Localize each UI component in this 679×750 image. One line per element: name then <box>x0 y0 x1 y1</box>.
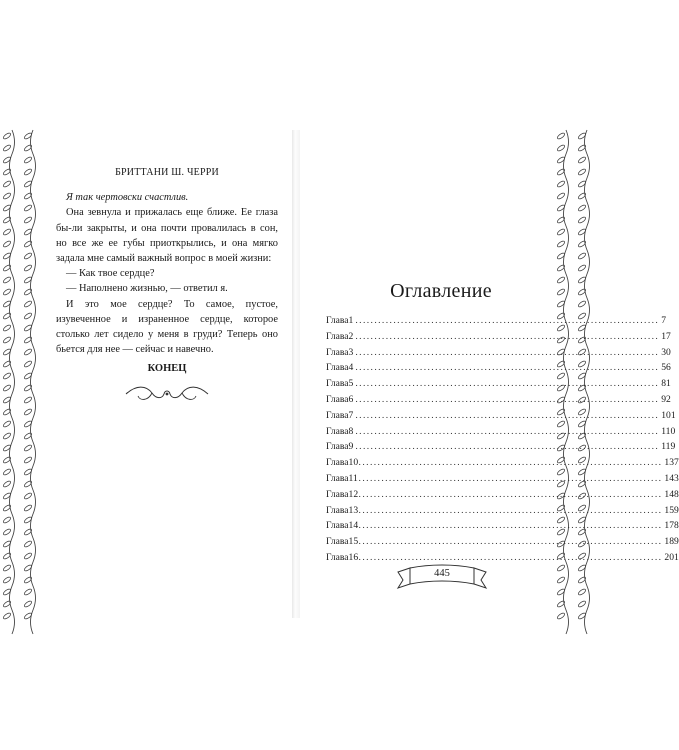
toc-chapter-label: Глава <box>326 330 349 342</box>
toc-page-number: 7 <box>661 315 667 326</box>
toc-chapter-label: Глава <box>326 488 349 500</box>
paragraph-4: — Наполнено жизнью, — ответил я. <box>66 283 228 295</box>
toc-chapter-number: 16 <box>348 551 359 563</box>
toc-chapter-number: 10 <box>348 457 359 469</box>
toc-leader-dots: ................................................................................ <box>358 520 663 532</box>
toc-leader-dots: ................................................................................ <box>355 425 660 437</box>
toc-chapter-number: 6 <box>348 393 354 405</box>
toc-chapter-label: Глава <box>326 536 349 548</box>
toc-chapter-number: 3 <box>348 346 354 358</box>
toc-chapter-number: 2 <box>348 330 354 342</box>
toc-page-number: 119 <box>661 441 676 453</box>
book-spine <box>292 130 300 618</box>
toc-page-number: 189 <box>664 536 679 548</box>
toc-page-number: 148 <box>664 488 679 500</box>
toc-leader-dots: ................................................................................ <box>355 378 660 390</box>
toc-leader-dots: ................................................................................ <box>358 457 663 469</box>
toc-leader-dots: ................................................................................ <box>358 551 663 563</box>
toc-chapter-label: Глава <box>326 393 349 405</box>
toc-page-number: 56 <box>661 362 671 374</box>
toc-chapter-label: Глава <box>326 504 349 516</box>
page-number-banner <box>392 560 492 594</box>
toc-chapter-label: Глава <box>326 551 349 563</box>
toc-row <box>326 536 679 552</box>
toc-chapter-number: 4 <box>348 362 354 374</box>
toc-leader-dots: ................................................................................ <box>355 409 660 421</box>
toc-chapter-number: 8 <box>348 425 354 437</box>
toc-chapter-number: 9 <box>348 441 354 453</box>
end-mark: КОНЕЦ <box>147 363 187 375</box>
toc-leader-dots: ................................................................................ <box>355 346 660 358</box>
toc-page-number: 81 <box>661 378 671 390</box>
toc-row <box>326 315 667 331</box>
toc-page-number: 143 <box>664 472 679 484</box>
toc-chapter-label: Глава <box>326 315 349 326</box>
flourish-icon <box>122 383 212 405</box>
toc-chapter-label: Глава <box>326 425 349 437</box>
page-number: 445 <box>434 568 450 579</box>
toc-title: Оглавление <box>390 280 492 302</box>
toc-page-number: 201 <box>664 551 679 563</box>
toc-row <box>326 378 671 394</box>
toc-row <box>326 488 679 505</box>
toc-row <box>326 520 679 536</box>
running-head: БРИТТАНИ Ш. ЧЕРРИ <box>115 167 219 178</box>
toc-leader-dots: ................................................................................ <box>355 362 660 374</box>
toc-chapter-label: Глава <box>326 409 349 421</box>
paragraph-1: Я так чертовски счастлив. <box>66 192 189 204</box>
toc-leader-dots: ................................................................................ <box>358 472 663 484</box>
toc-leader-dots: ................................................................................ <box>355 330 660 342</box>
toc-leader-dots: ................................................................................ <box>355 441 660 453</box>
toc-chapter-label: Глава <box>326 362 349 374</box>
toc-list <box>326 315 679 568</box>
toc-chapter-label: Глава <box>326 378 349 390</box>
toc-chapter-number: 12 <box>348 488 359 500</box>
paragraph-3: — Как твое сердце? <box>66 268 155 280</box>
toc-page-number: 92 <box>661 393 671 405</box>
toc-chapter-number: 15 <box>348 536 359 548</box>
toc-row <box>326 472 679 489</box>
toc-row <box>326 457 679 473</box>
toc-page-number: 110 <box>661 425 676 437</box>
toc-page-number: 159 <box>664 504 679 516</box>
toc-page-number: 178 <box>664 520 679 532</box>
left-page-text <box>56 165 278 405</box>
toc-leader-dots: ................................................................................ <box>355 393 660 405</box>
toc-leader-dots: ................................................................................ <box>355 315 660 326</box>
toc-page-number: 17 <box>661 330 671 342</box>
toc-chapter-number: 1 <box>348 315 354 326</box>
toc-leader-dots: ................................................................................ <box>358 504 663 516</box>
paragraph-5: И это мое сердце? То самое, пустое, изувеченное и израненное сердце, которое столько лет сидело у меня в груди? Теперь оно бьется для нее — сейчас и навечно. <box>56 298 278 356</box>
toc-page-number: 30 <box>661 346 671 358</box>
toc-row <box>326 346 671 363</box>
toc-row <box>326 330 671 347</box>
toc-chapter-number: 14 <box>348 520 359 532</box>
toc-leader-dots: ................................................................................ <box>358 536 663 548</box>
toc-row <box>326 393 671 410</box>
toc-chapter-number: 7 <box>348 409 354 421</box>
toc-chapter-label: Глава <box>326 472 349 484</box>
toc-page-number: 137 <box>664 457 679 469</box>
toc-chapter-label: Глава <box>326 520 349 532</box>
toc-chapter-label: Глава <box>326 441 349 453</box>
toc-chapter-label: Глава <box>326 457 349 469</box>
toc-chapter-number: 13 <box>348 504 359 516</box>
left-vine-border-icon <box>0 130 46 618</box>
toc-row <box>326 425 676 442</box>
table-of-contents <box>326 280 679 568</box>
toc-row <box>326 362 671 378</box>
toc-row <box>326 441 676 457</box>
toc-row <box>326 504 679 521</box>
toc-row <box>326 409 676 426</box>
toc-leader-dots: ................................................................................ <box>358 488 663 500</box>
toc-chapter-number: 11 <box>348 472 358 484</box>
toc-chapter-number: 5 <box>348 378 354 390</box>
toc-page-number: 101 <box>661 409 676 421</box>
paragraph-2: Она зевнула и прижалась еще ближе. Ее глаза бы-ли закрыты, и она почти провалилась в сон, но все же ее губы приоткрылись, и она мягко задала мне самый важный вопрос в моей жизни: <box>56 207 278 265</box>
toc-chapter-label: Глава <box>326 346 349 358</box>
